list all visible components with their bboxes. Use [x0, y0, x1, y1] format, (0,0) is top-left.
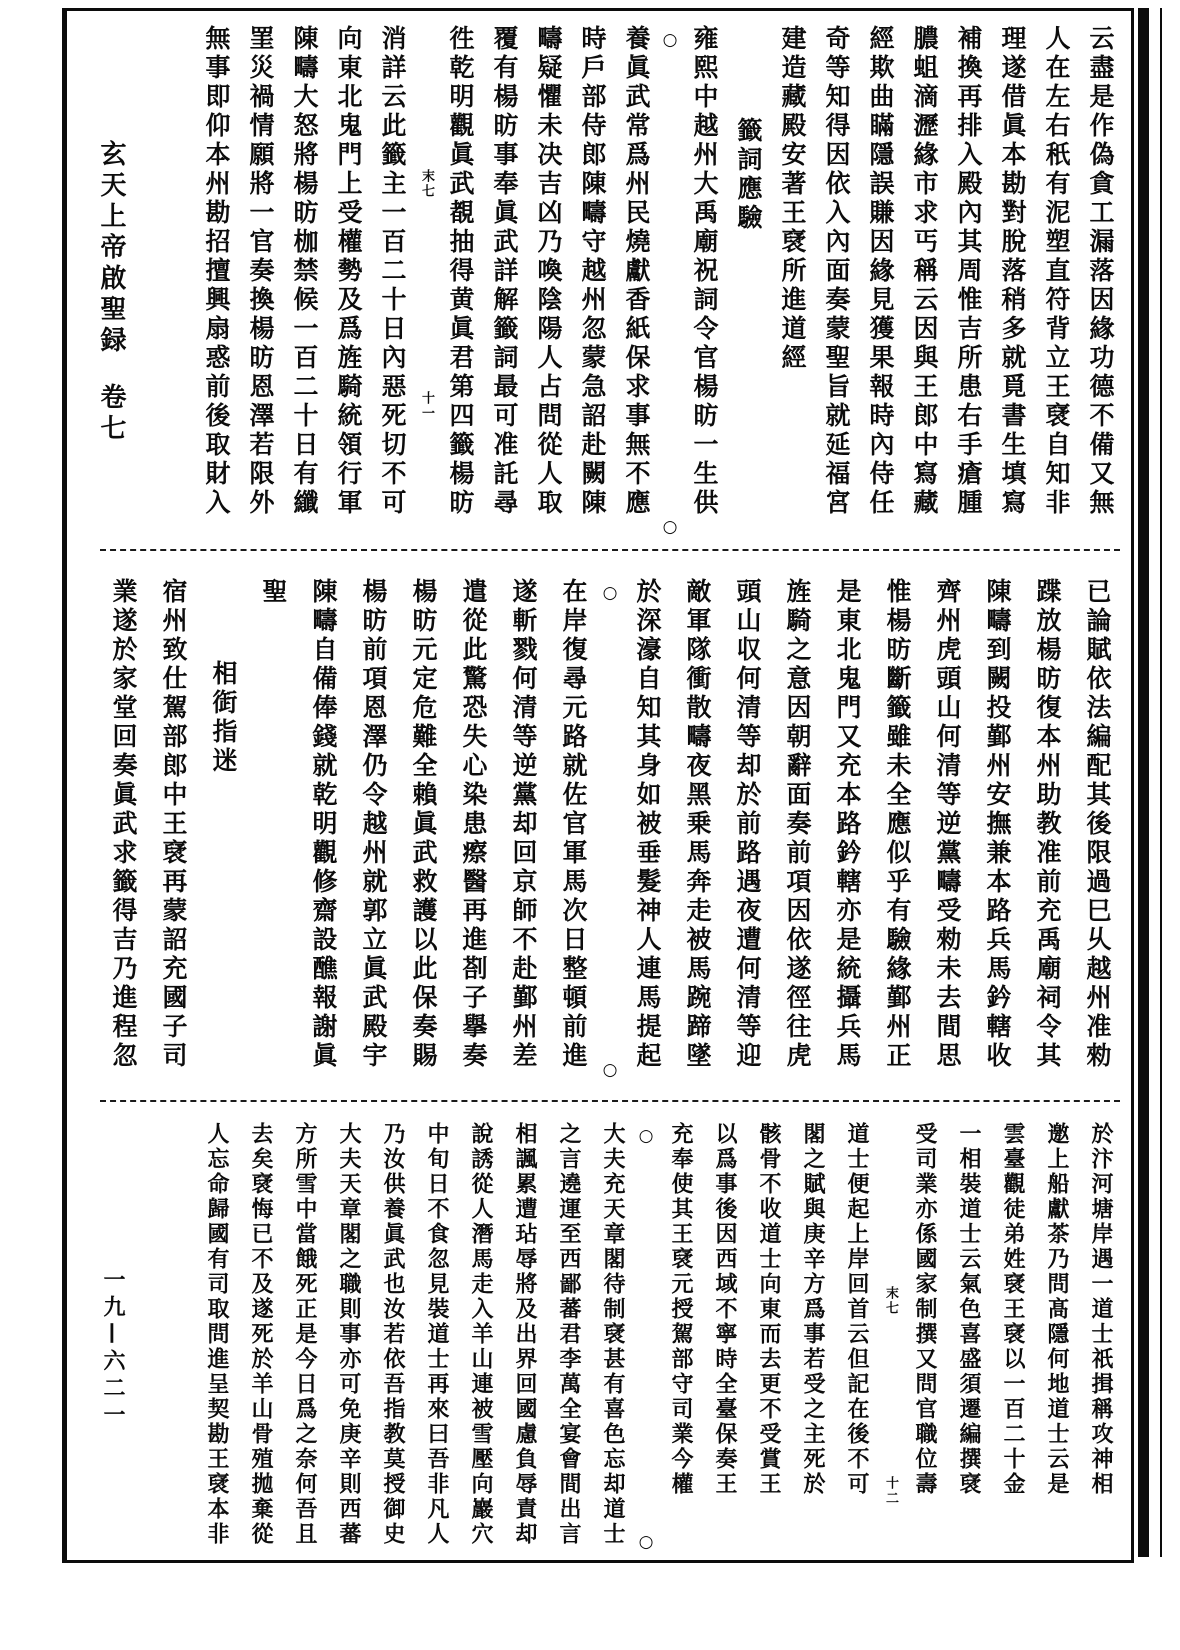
- register-divider: [100, 1100, 1120, 1102]
- section-header: 籤詞應驗: [734, 117, 763, 233]
- text-register-top: [194, 25, 1122, 540]
- text-column: 陳疇自備俸錢就乾明觀修齋設醮報謝眞: [309, 578, 338, 1071]
- text-column: 以爲事後因西域不寧時全臺保奏王: [712, 1122, 737, 1497]
- text-column: 時戶部侍郎陳疇守越州忽蒙急詔赴闕陳: [578, 25, 607, 518]
- text-column: 補換再排入殿內其周惟吉所患右手瘡腫: [954, 25, 983, 518]
- text-column: 向東北鬼門上受權勢及爲旌騎統領行軍: [334, 25, 363, 518]
- text-column: 人在左右秖有泥塑直符背立王裦自知非: [1042, 25, 1071, 518]
- text-column: 消詳云此籤主一百二十日內惡死切不可: [378, 25, 407, 518]
- right-edge-line: [1160, 8, 1162, 1557]
- text-column: 中旬日不食忽見裝道士再來曰吾非凡人: [424, 1122, 449, 1547]
- text-column: 無事即仰本州勘招擅興扇惑前後取財入: [202, 25, 231, 518]
- text-column: 楊昉前項恩澤仍令越州就郭立眞武殿宇: [359, 578, 388, 1071]
- text-column: 邀上船獻茶乃問髙隱何地道士云是: [1044, 1122, 1069, 1497]
- text-register-middle: [98, 578, 1122, 1083]
- right-edge-bar: [1138, 8, 1149, 1557]
- circle-separator-mark: ○: [600, 583, 620, 604]
- text-column: 聖: [259, 578, 288, 607]
- text-column: 骸骨不收道士向東而去更不受賞王: [756, 1122, 781, 1497]
- text-column: 旌騎之意因朝辭面奏前項因依遂徑往虎: [783, 578, 812, 1071]
- text-column: 於汴河塘岸遇一道士祇揖稱攻神相: [1088, 1122, 1113, 1497]
- register-divider: [100, 549, 1120, 551]
- text-column: 人忘命歸國有司取問進呈契勘王裦本非: [204, 1122, 229, 1547]
- text-column: 養眞武常爲州民燒獻香紙保求事無不應: [622, 25, 651, 518]
- book-title: [93, 140, 130, 445]
- margin-note: 末七: [419, 169, 434, 200]
- text-column: 大夫充天章閣待制裦甚有喜色忘却道士: [600, 1122, 625, 1547]
- text-column: 陳疇到闕投鄞州安撫兼本路兵馬鈐轄收: [983, 578, 1012, 1071]
- circle-separator-mark: ○: [636, 1126, 656, 1147]
- text-column: 相諷累遭玷辱將及出界回國慮負辱責却: [512, 1122, 537, 1547]
- text-column: 是東北鬼門又充本路鈐轄亦是統攝兵馬: [833, 578, 862, 1071]
- margin-note: 十二: [883, 1476, 898, 1507]
- text-column: 業遂於家堂回奏眞武求籤得吉乃進程忽: [109, 578, 138, 1071]
- text-column: 覆有楊昉事奉眞武詳解籤詞最可准託尋: [490, 25, 519, 518]
- text-column: 惟楊昉斷籤雖未全應似乎有驗緣鄞州正: [883, 578, 912, 1071]
- text-column: 閣之賦與庚辛方爲事若受之主死於: [800, 1122, 825, 1497]
- volume-label: 卷七: [96, 383, 126, 445]
- text-column: 雲臺觀徒弟姓裦王裦以一百二十金: [1000, 1122, 1025, 1497]
- text-column: 頭山収何清等却於前路遇夜遭何清等迎: [733, 578, 762, 1071]
- text-column: 雍熙中越州大禹廟祝詞令官楊昉一生供: [690, 25, 719, 518]
- circle-separator-mark: ○: [636, 1531, 656, 1552]
- text-column: 理遂借眞本勘對脫落稍多就覓書生填寫: [998, 25, 1027, 518]
- text-column: 疇疑懼未决吉凶乃喚陰陽人占問從人取: [534, 25, 563, 518]
- margin-note: 十一: [419, 390, 434, 421]
- text-column: 楊昉元定危難全賴眞武救護以此保奏賜: [409, 578, 438, 1071]
- text-column: 敵軍隊衝散疇夜黑乗馬奔走被馬踠蹄墜: [683, 578, 712, 1071]
- text-column: 道士便起上岸回首云但記在後不可: [844, 1122, 869, 1497]
- circle-separator-mark: ○: [600, 1060, 620, 1081]
- text-column: 去矣裦悔已不及遂死於羊山骨殖拋棄從: [248, 1122, 273, 1547]
- text-column: 遣從此驚恐失心染患瘵醫再進剳子擧奏: [459, 578, 488, 1071]
- text-column: 膿蛆滴瀝緣市求丐稱云因與王郎中寫藏: [910, 25, 939, 518]
- text-register-bottom: [194, 1122, 1122, 1554]
- text-column: 罣災禍情願將一官奏換楊昉恩澤若限外: [246, 25, 275, 518]
- interlinear-margin-notes: [414, 25, 438, 540]
- text-column: 在岸復尋元路就佐官軍馬次日整頓前進: [559, 578, 588, 1071]
- text-column: 云盡是作偽貪工漏落因緣功德不備又無: [1086, 25, 1115, 518]
- text-column: 受司業亦係國家制撰又問官職位壽: [912, 1122, 937, 1497]
- text-column: 於深濠自知其身如被垂髮神人連馬提起: [633, 578, 662, 1071]
- text-column: 陳疇大怒將楊昉枷禁候一百二十日有纖: [290, 25, 319, 518]
- text-column: 經欺曲瞞隱誤賺因緣見獲果報時內侍任: [866, 25, 895, 518]
- text-column: 宿州致仕駕部郎中王裦再蒙詔充國子司: [159, 578, 188, 1071]
- text-column: 一相裝道士云氣色喜盛須遷編撰裦: [956, 1122, 981, 1497]
- entry-separator-marks: [658, 25, 682, 540]
- text-column: 遂斬戮何清等逆黨却回京師不赴鄞州差: [509, 578, 538, 1071]
- margin-note: 末七: [883, 1286, 898, 1317]
- text-column: 方所雪中當餓死正是今日爲之奈何吾且: [292, 1122, 317, 1547]
- text-column: 奇等知得因依入內面奏蒙聖旨就延福宮: [822, 25, 851, 518]
- text-column: 齊州虎頭山何清等逆黨疇受勑未去間思: [933, 578, 962, 1071]
- page-number: 一九—六二一: [100, 1268, 125, 1430]
- book-title-text: 玄天上帝啟聖録: [96, 140, 126, 357]
- text-column: 蹀放楊昉復本州助教准前充禹廟祠令其: [1033, 578, 1062, 1071]
- circle-separator-mark: ○: [660, 517, 680, 538]
- circle-separator-mark: ○: [660, 30, 680, 51]
- entry-separator-marks: [598, 578, 622, 1083]
- section-header: 相衘指迷: [209, 660, 238, 776]
- text-column: 已論賦依法編配其後限過巳乆越州准勑: [1083, 578, 1112, 1071]
- text-column: 充奉使其王裦元授駕部守司業今權: [668, 1122, 693, 1497]
- text-column: 之言遶運至西鄙蕃君李萬全宴會間出言: [556, 1122, 581, 1547]
- text-column: 說誘從人潛馬走入羊山連被雪壓向巖穴: [468, 1122, 493, 1547]
- text-column: 建造藏殿安著王裦所進道經: [778, 25, 807, 373]
- text-column: 大夫天章閣之職則事亦可免庚辛則西蕃: [336, 1122, 361, 1547]
- text-column: 乃汝供養眞武也汝若依吾指教莫授御史: [380, 1122, 405, 1547]
- entry-separator-marks: [634, 1122, 658, 1554]
- interlinear-margin-notes: [878, 1122, 902, 1554]
- text-column: 徃乾明觀眞武覩抽得黄眞君第四籤楊昉: [446, 25, 475, 518]
